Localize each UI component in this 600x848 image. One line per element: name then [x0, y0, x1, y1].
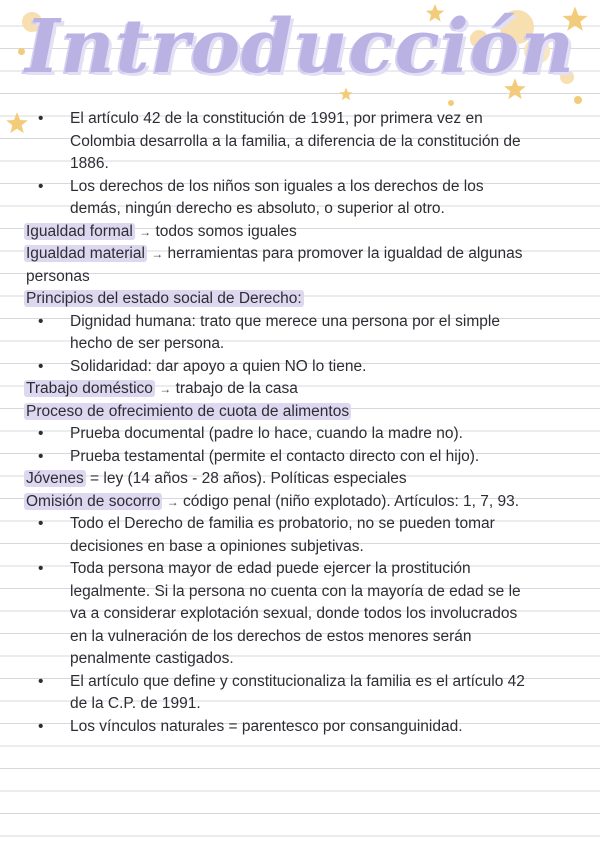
list-item-text: legalmente. Si la persona no cuenta con la mayoría de edad se le: [70, 582, 521, 600]
highlighted-term: Igualdad material: [26, 245, 145, 262]
text-line: [0, 581, 600, 604]
bullet-dot: •: [38, 447, 44, 465]
text-line: [0, 311, 600, 334]
list-item-text: Solidaridad: dar apoyo a quien NO lo tiene.: [70, 357, 367, 375]
list-item-text: Colombia desarrolla a la familia, a diferencia de la constitución de: [70, 132, 521, 150]
text-line: [0, 333, 600, 356]
highlighted-term: Igualdad formal: [26, 222, 133, 240]
yellow-dot-decoration: [448, 100, 454, 106]
list-item-text: decisiones en base a opiniones subjetivas.: [70, 537, 364, 555]
list-item-text: de la C.P. de 1991.: [70, 695, 201, 712]
text-line: [0, 671, 600, 694]
bullet-dot: •: [38, 515, 44, 532]
text-line: [0, 603, 600, 626]
definition-text: trabajo de la casa: [175, 380, 298, 397]
header-decoration: [0, 0, 600, 112]
arrow-icon: →: [166, 494, 179, 509]
section-heading-line: [0, 401, 600, 424]
list-item-text: Los derechos de los niños son iguales a los derechos de los: [70, 177, 484, 195]
section-heading: Principios del estado social de Derecho:: [26, 290, 302, 307]
arrow-icon: →: [159, 382, 172, 396]
bullet-dot: •: [38, 425, 44, 442]
bullet-dot: •: [38, 312, 44, 330]
definition-text: herramientas para promover la igualdad de algunas: [167, 245, 523, 262]
definition-text: = ley (14 años - 28 años). Políticas especiales: [90, 470, 407, 487]
definition-line: [0, 243, 600, 266]
text-line: [0, 626, 600, 649]
bullet-dot: •: [38, 717, 44, 735]
text-line: [0, 446, 600, 469]
highlighted-term: Jóvenes: [26, 470, 84, 487]
text-line: [0, 716, 600, 739]
list-item-text: demás, ningún derecho es absoluto, o superior al otro.: [70, 200, 445, 217]
list-item-text: Dignidad humana: trato que merece una persona por el simple: [70, 312, 500, 330]
text-line: [0, 693, 600, 716]
list-item-text: El artículo que define y constitucionaliza la familia es el artículo 42: [70, 672, 525, 690]
list-item-text: Los vínculos naturales = parentesco por consanguinidad.: [70, 717, 463, 735]
list-item-text: El artículo 42 de la constitución de 1991, por primera vez en: [70, 110, 483, 127]
text-line: [0, 423, 600, 446]
text-line: [0, 108, 600, 131]
list-item-text: Prueba testamental (permite el contacto directo con el hijo).: [70, 447, 480, 465]
definition-text: personas: [26, 267, 90, 285]
highlighted-term: Omisión de socorro: [26, 492, 161, 510]
list-item-text: hecho de ser persona.: [70, 335, 225, 352]
list-item-text: Toda persona mayor de edad puede ejercer la prostitución: [70, 560, 471, 577]
text-line: [0, 513, 600, 536]
text-line: [0, 198, 600, 221]
list-item-text: Todo el Derecho de familia es probatorio, no se pueden tomar: [70, 515, 495, 532]
bullet-dot: •: [38, 560, 44, 577]
yellow-dot-decoration: [574, 96, 582, 104]
highlighted-term: Trabajo doméstico: [26, 380, 153, 397]
bullet-dot: •: [38, 357, 44, 375]
definition-line: [0, 491, 600, 514]
definition-text: todos somos iguales: [155, 222, 297, 240]
definition-line: [0, 378, 600, 401]
text-line: [0, 558, 600, 581]
section-heading-line: [0, 288, 600, 311]
text-line: [0, 266, 600, 289]
list-item-text: en la vulneración de los derechos de estos menores serán: [70, 627, 472, 645]
arrow-icon: →: [139, 224, 152, 239]
bullet-dot: •: [38, 110, 44, 127]
bullet-dot: •: [38, 177, 44, 195]
text-line: [0, 131, 600, 154]
definition-line: [0, 221, 600, 244]
section-heading: Proceso de ofrecimiento de cuota de alimentos: [26, 402, 350, 420]
list-item-text: va a considerar explotación sexual, donde todos los involucrados: [70, 605, 518, 622]
text-line: [0, 176, 600, 199]
bullet-dot: •: [38, 672, 44, 690]
definition-text: código penal (niño explotado). Artículos: 1, 7, 93.: [183, 492, 520, 510]
text-line: [0, 153, 600, 176]
text-line: [0, 536, 600, 559]
notes-content: [0, 108, 600, 738]
text-line: [0, 356, 600, 379]
list-item-text: Prueba documental (padre lo hace, cuando la madre no).: [70, 425, 463, 442]
list-item-text: 1886.: [70, 155, 109, 172]
list-item-text: penalmente castigados.: [70, 650, 234, 667]
arrow-icon: →: [151, 247, 164, 261]
definition-line: [0, 468, 600, 491]
page-title: Introducción: [25, 4, 575, 90]
text-line: [0, 648, 600, 671]
